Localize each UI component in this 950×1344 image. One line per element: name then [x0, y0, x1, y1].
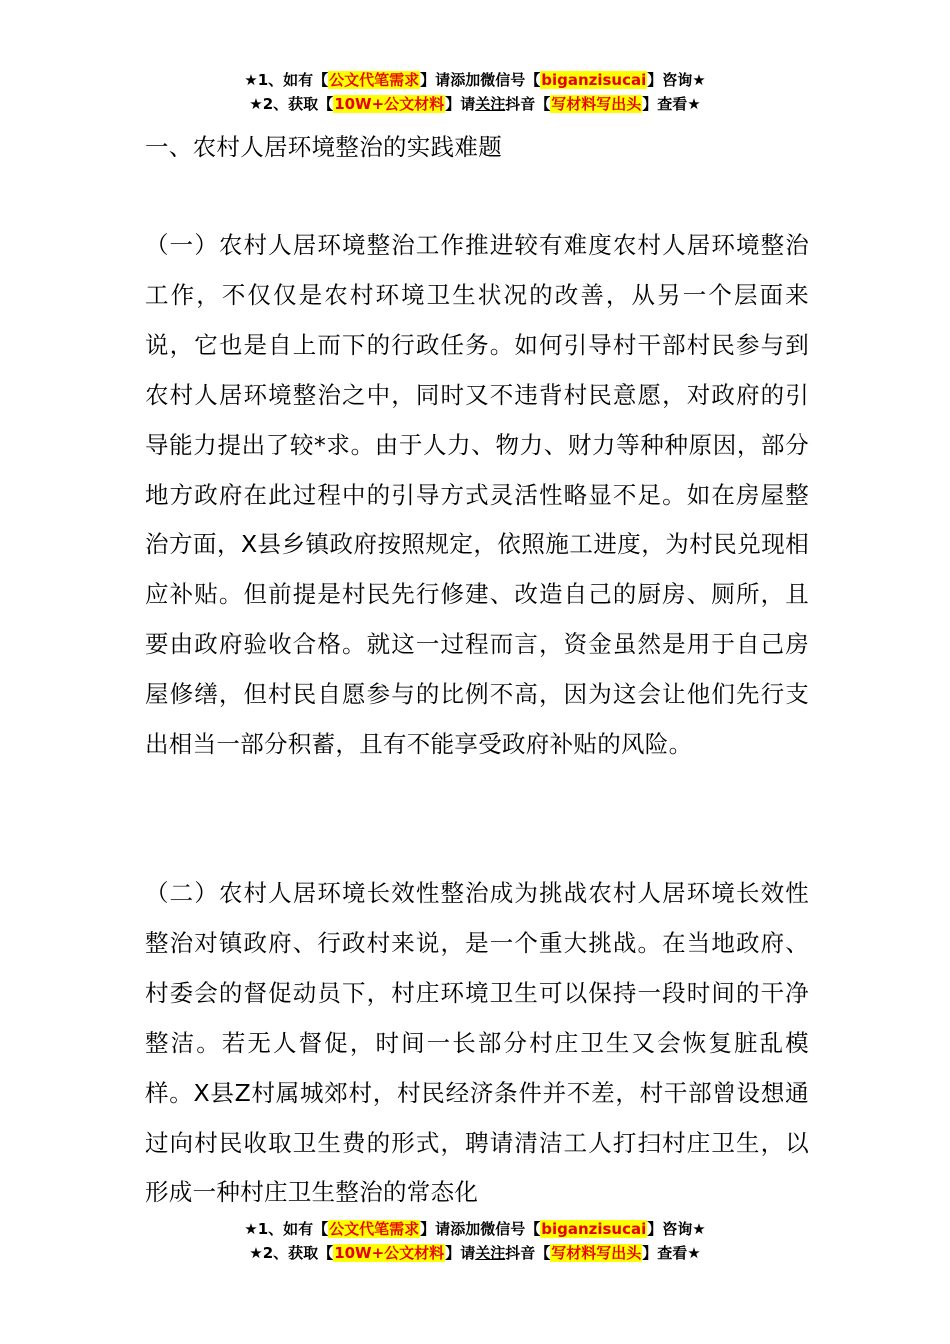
promo-text: 微信号【 [480, 71, 541, 89]
promo-highlight-wechat-id: biganzisucai [541, 1220, 647, 1238]
promo-text: 】请 [420, 1220, 451, 1238]
promo-highlight-service: 公文代笔需求 [329, 1220, 420, 1238]
promo-emphasis: 关注 [475, 95, 506, 113]
promo-text: 】咨询★ [647, 71, 706, 89]
promo-highlight-wechat-id: biganzisucai [541, 71, 647, 89]
promo-text: 】请 [420, 71, 451, 89]
promo-text: 抖音【 [505, 1244, 551, 1262]
promo-highlight-service: 公文代笔需求 [329, 71, 420, 89]
promo-line-1 [0, 68, 950, 92]
promo-banner-top [0, 68, 950, 116]
promo-line-1 [0, 1217, 950, 1241]
promo-line-2 [0, 1241, 950, 1265]
promo-highlight-materials: 10W+公文材料 [334, 95, 445, 113]
promo-highlight-materials: 10W+公文材料 [334, 1244, 445, 1262]
promo-text: ★2、获取【 [249, 1244, 334, 1262]
promo-text: ★1、如有【 [244, 1220, 329, 1238]
promo-text: 】查看★ [642, 1244, 701, 1262]
promo-highlight-douyin-id: 写材料写出头 [551, 95, 642, 113]
promo-text: ★2、获取【 [249, 95, 334, 113]
promo-emphasis: 关注 [475, 1244, 506, 1262]
promo-text: 抖音【 [505, 95, 551, 113]
paragraph-1: （一）农村人居环境整治工作推进较有难度农村人居环境整治工作，不仅仅是农村环境卫生状况的改善，从另一个层面来说，它也是自上而下的行政任务。如何引导村干部村民参与到农村人居环境整治之中，同时又不违背村民意愿，对政府的引导能力提出了较*求。由于人力、物力、财力等种种原因，部分地方政府在此过程中的引导方式灵活性略显不足。如在房屋整治方面，X县乡镇政府按照规定，依照施工进度，为村民兑现相应补贴。但前提是村民先行修建、改造自己的厨房、厕所，且要由政府验收合格。就这一过程而言，资金虽然是用于自己房屋修缮，但村民自愿参与的比例不高，因为这会让他们先行支出相当一部分积蓄，且有不能享受政府补贴的风险。 [145, 231, 809, 759]
promo-text: ★1、如有【 [244, 71, 329, 89]
promo-text: 】请 [445, 95, 476, 113]
promo-banner-bottom [0, 1217, 950, 1265]
promo-highlight-douyin-id: 写材料写出头 [551, 1244, 642, 1262]
promo-emphasis: 添加 [450, 71, 481, 89]
promo-text: 】咨询★ [647, 1220, 706, 1238]
promo-line-2 [0, 92, 950, 116]
paragraph-2: （二）农村人居环境长效性整治成为挑战农村人居环境长效性整治对镇政府、行政村来说，是一个重大挑战。在当地政府、村委会的督促动员下，村庄环境卫生可以保持一段时间的干净整洁。若无人督促，时间一长部分村庄卫生又会恢复脏乱模样。X县Z村属城郊村，村民经济条件并不差，村干部曾设想通过向村民收取卫生费的形式，聘请清洁工人打扫村庄卫生，以形成一种村庄卫生整治的常态化 [145, 879, 809, 1207]
promo-text: 】请 [445, 1244, 476, 1262]
promo-text: 】查看★ [642, 95, 701, 113]
promo-emphasis: 添加 [450, 1220, 481, 1238]
section-heading: 一、农村人居环境整治的实践难题 [145, 133, 502, 161]
promo-text: 微信号【 [480, 1220, 541, 1238]
